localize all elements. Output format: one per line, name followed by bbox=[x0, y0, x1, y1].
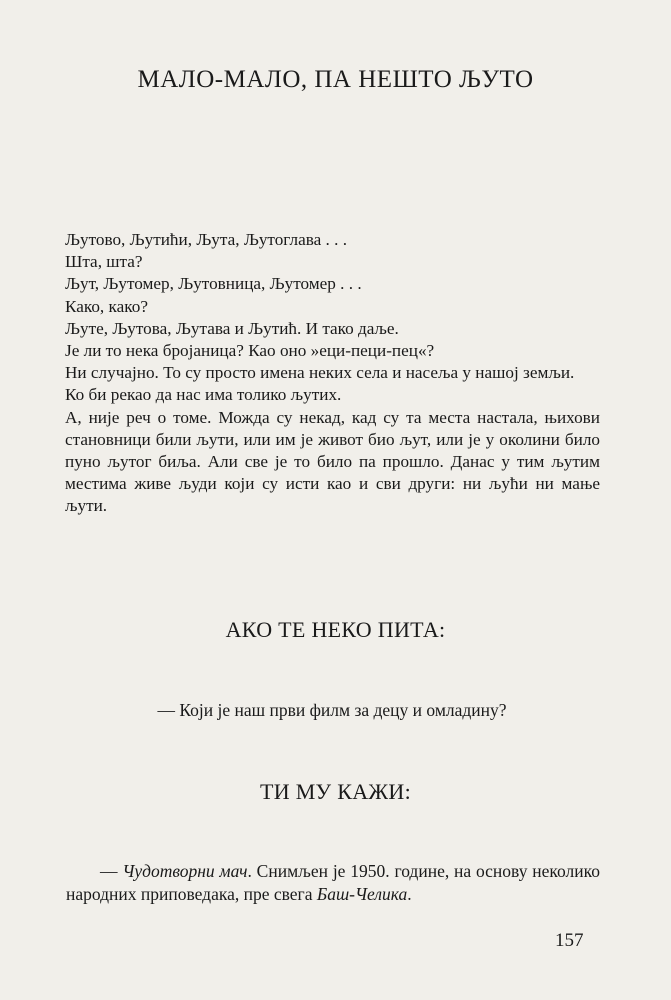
body-line: Љуте, Љутова, Љутава и Љутић. И тако даље. bbox=[65, 318, 399, 338]
body-paragraph: Ни случајно. То су просто имена неких села и насеља у нашој земљи. bbox=[65, 363, 575, 383]
answer-end: . bbox=[407, 884, 412, 904]
body-line: Љут, Љутомер, Љутовница, Љутомер . . . bbox=[65, 274, 362, 294]
question-text: — Који је наш први филм за децу и омладину? bbox=[157, 700, 507, 720]
body-line: Шта, шта? bbox=[65, 252, 143, 272]
page-number: 157 bbox=[555, 930, 584, 951]
body-line: Љутово, Љутићи, Љута, Љутоглава . . . bbox=[65, 230, 347, 249]
source-title: Баш-Челика bbox=[316, 884, 408, 904]
answer-body: . Снимљен је 1950. године, на основу неколико народних приповедака, пре свега bbox=[66, 861, 600, 904]
answer-text bbox=[66, 860, 600, 906]
body-text bbox=[65, 229, 600, 518]
film-title: Чудотворни мач bbox=[122, 861, 248, 881]
body-line: Ко би рекао да нас има толико љутих. bbox=[65, 385, 342, 405]
chapter-title: МАЛО-МАЛО, ПА НЕШТО ЉУТО bbox=[137, 66, 534, 93]
answer-dash: — bbox=[100, 861, 123, 881]
body-paragraph: А, није реч о томе. Можда су некад, кад су та места настала, њихови становници били љути, или им је живот био љут, или је у околини било пуно љутог биља. Али све је то било па прошло. Данас у тим љутим местима живе људи који су исти као и сви други: ни љући ни мање љути. bbox=[65, 407, 600, 516]
body-line: Је ли то нека бројаница? Као оно »еци-пеци-пец«? bbox=[65, 341, 435, 361]
section-heading-ask: АКО ТЕ НЕКО ПИТА: bbox=[225, 617, 446, 642]
body-line: Како, како? bbox=[65, 296, 148, 316]
section-heading-tell: ТИ МУ КАЖИ: bbox=[259, 779, 412, 804]
